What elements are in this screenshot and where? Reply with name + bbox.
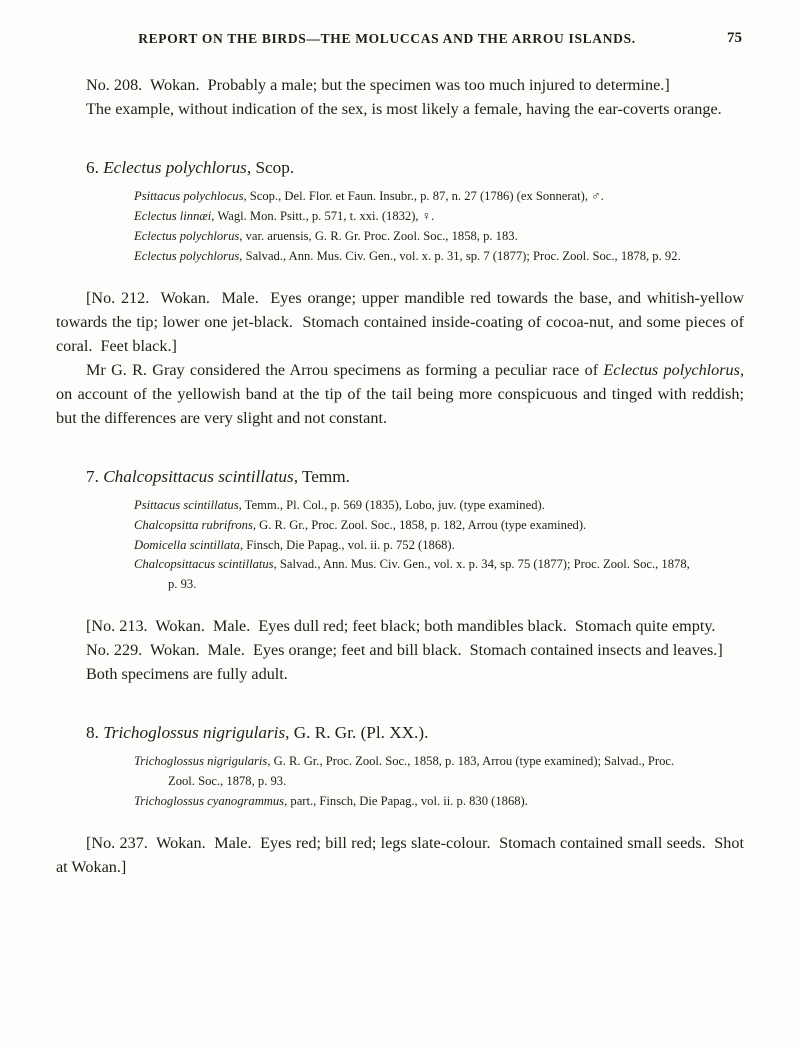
citation-row xyxy=(134,536,694,556)
citation-reference: , G. R. Gr., Proc. Zool. Soc., 1858, p. 182, Arrou (type examined). xyxy=(252,517,587,532)
remark-paragraph: Both specimens are fully adult. xyxy=(86,665,288,684)
citation-reference: , G. R. Gr., Proc. Zool. Soc., 1858, p. 183, Arrou (type examined); Salvad., Proc. Zool. Soc., 1878, p. 93. xyxy=(168,754,675,789)
section-species-7 xyxy=(56,465,744,688)
remark-paragraph xyxy=(56,359,744,431)
citation-row xyxy=(134,516,694,536)
citation-species: Eclectus linnæi xyxy=(134,209,212,224)
citation-species: Trichoglossus cyanogrammus xyxy=(134,794,285,809)
citation-row xyxy=(134,207,694,227)
citation-row xyxy=(134,792,694,812)
heading-authority: , Temm. xyxy=(293,466,350,486)
heading-number: 6. xyxy=(86,157,104,177)
citation-row xyxy=(134,752,694,792)
citation-reference: , Wagl. Mon. Psitt., p. 571, t. xxi. (1832), ♀. xyxy=(211,209,435,224)
specimen-note-237: [No. 237. Wokan. Male. Eyes red; bill red; legs slate-colour. Stomach contained small seeds. Shot at Wokan.] xyxy=(56,834,744,876)
citation-reference: , Scop., Del. Flor. et Faun. Insubr., p. 87, n. 27 (1786) (ex Sonnerat), ♂. xyxy=(243,189,604,204)
page-number: 75 xyxy=(727,30,742,46)
heading-number: 8. xyxy=(86,723,104,743)
remark-text: Mr G. R. Gray considered the Arrou specimens as forming a peculiar race of xyxy=(86,360,604,379)
species-name: Eclectus polychlorus xyxy=(103,157,247,177)
citation-species: Eclectus polychlorus xyxy=(134,228,240,243)
citation-species: Chalcopsittacus scintillatus xyxy=(134,557,274,572)
specimen-note-229: No. 229. Wokan. Male. Eyes orange; feet and bill black. Stomach contained insects and leaves.] xyxy=(86,641,723,660)
specimen-note-212: [No. 212. Wokan. Male. Eyes orange; upper mandible red towards the base, and whitish-yellow towards the tip; lower one jet-black. Stomach contained inside-coating of cocoa-nut, and some pieces of coral. Feet black.] xyxy=(56,288,744,355)
citation-reference: , Salvad., Ann. Mus. Civ. Gen., vol. x. p. 31, sp. 7 (1877); Proc. Zool. Soc., 1878, p. 92. xyxy=(239,248,681,263)
citation-reference: , var. aruensis, G. R. Gr. Proc. Zool. Soc., 1858, p. 183. xyxy=(239,228,518,243)
citation-row xyxy=(134,247,694,267)
species-name: Chalcopsittacus scintillatus xyxy=(103,466,294,486)
specimen-note-208: No. 208. Wokan. Probably a male; but the specimen was too much injured to determine.] xyxy=(86,76,670,94)
citation-reference: , Finsch, Die Papag., vol. ii. p. 752 (1868). xyxy=(239,537,455,552)
heading-number: 7. xyxy=(86,466,104,486)
remark-paragraph: The example, without indication of the sex, is most likely a female, having the ear-coverts orange. xyxy=(86,99,722,118)
running-title: REPORT ON THE BIRDS—THE MOLUCCAS AND THE ARROU ISLANDS. xyxy=(138,31,636,46)
species-name: Trichoglossus nigrigularis xyxy=(103,723,286,743)
citation-row xyxy=(134,555,694,595)
citation-row xyxy=(134,187,694,207)
citation-species: Psittacus polychlocus xyxy=(134,189,244,204)
heading-authority: , G. R. Gr. (Pl. XX.). xyxy=(285,723,429,743)
citation-species: Trichoglossus nigrigularis xyxy=(134,754,268,769)
remark-text: , on account of the yellowish band at the tip of the tail being more conspicuous and tinged with reddish; but the differences are very slight and not constant. xyxy=(56,360,745,427)
citation-species: Psittacus scintillatus xyxy=(134,497,239,512)
citation-reference: , Salvad., Ann. Mus. Civ. Gen., vol. x. p. 34, sp. 75 (1877); Proc. Zool. Soc., 1878, p. 93. xyxy=(168,557,690,592)
citation-species: Chalcopsitta rubrifrons xyxy=(134,517,253,532)
section-species-8 xyxy=(56,721,744,880)
synonymy-list xyxy=(134,752,694,812)
heading-authority: , Scop. xyxy=(246,157,295,177)
species-heading xyxy=(86,721,744,744)
citation-species: Domicella scintillata xyxy=(134,537,240,552)
citation-reference: , part., Finsch, Die Papag., vol. ii. p. 830 (1868). xyxy=(284,794,528,809)
synonymy-list xyxy=(134,496,694,595)
section-species-6 xyxy=(56,156,744,431)
citation-row xyxy=(134,496,694,516)
species-heading xyxy=(86,156,744,179)
synonymy-list xyxy=(134,187,694,267)
citation-row xyxy=(134,227,694,247)
species-heading xyxy=(86,465,744,488)
specimen-note-213: [No. 213. Wokan. Male. Eyes dull red; feet black; both mandibles black. Stomach quite empty. xyxy=(86,617,716,636)
page-header xyxy=(56,30,744,52)
citation-reference: , Temm., Pl. Col., p. 569 (1835), Lobo, juv. (type examined). xyxy=(238,497,545,512)
citation-species: Eclectus polychlorus xyxy=(134,248,240,263)
species-name-inline: Eclectus polychlorus xyxy=(603,360,740,379)
